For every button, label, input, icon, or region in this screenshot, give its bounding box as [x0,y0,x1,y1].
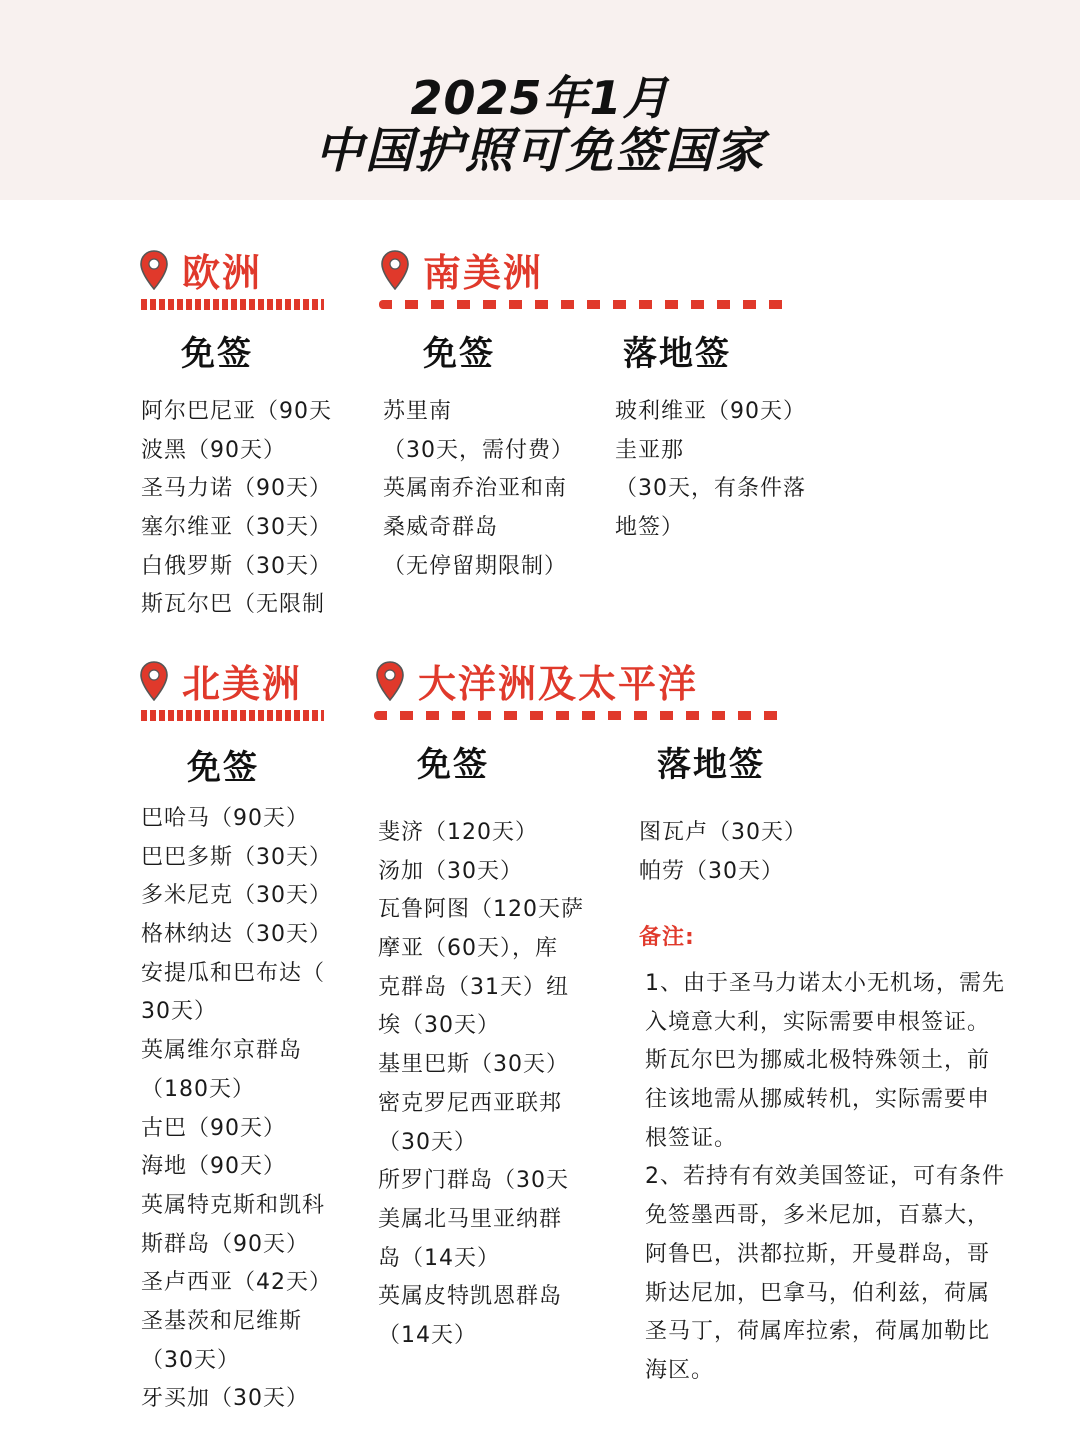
country-item: 英属南乔治亚和南 [383,476,568,502]
europe-divider [141,299,324,310]
south-america-visa-free-list [383,393,608,586]
note-line: 海区。 [645,1357,715,1383]
title-main: 中国护照可免签国家 [314,123,765,179]
country-item: （30天，有条件落 [615,476,806,502]
country-item: 多米尼克（30天） [141,883,332,909]
country-item: （无停留期限制） [383,553,568,579]
country-item: 30天） [141,999,217,1025]
country-item: 帕劳（30天） [639,858,784,884]
country-item: （30天） [141,1347,240,1373]
region-north-america [140,653,302,708]
country-item: 克群岛（31天）纽 [378,974,569,1000]
country-item: 密克罗尼西亚联邦 [378,1090,563,1116]
country-item: 图瓦卢（30天） [639,820,807,845]
country-item: 格林纳达（30天） [141,922,332,948]
country-item: 古巴（90天） [141,1115,286,1141]
south-america-visa-on-arrival-heading: 落地签 [623,334,731,374]
country-item: 玻利维亚（90天） [615,399,806,424]
country-item: 圣基茨和尼维斯 [141,1308,303,1334]
note-line: 阿鲁巴，洪都拉斯，开曼群岛，哥 [645,1241,991,1267]
country-item: 苏里南 [383,399,453,424]
note-line: 圣马丁，荷属库拉索，荷属加勒比 [645,1319,991,1345]
country-item: （30天） [378,1129,477,1155]
country-item: 英属维尔京群岛 [141,1038,303,1064]
country-item: 安提瓜和巴布达（ [141,960,326,986]
country-item: 摩亚（60天），库 [378,936,558,962]
notes-title: 备注: [639,925,695,950]
country-item: 汤加（30天） [378,858,523,884]
note-line: 斯瓦尔巴为挪威北极特殊领土，前 [645,1048,991,1074]
south-america-visa-on-arrival-list [615,393,845,548]
note-line: 1、由于圣马力诺太小无机场，需先 [645,971,1005,996]
note-line: 2、若持有有效美国签证，可有条件 [645,1164,1005,1190]
country-item: 圣卢西亚（42天） [141,1270,332,1296]
north-america-visa-free-heading: 免签 [187,748,259,788]
country-item: 斯瓦尔巴（无限制 [141,592,326,618]
country-item: 所罗门群岛（30天 [378,1168,569,1194]
country-item: 海地（90天） [141,1154,286,1180]
note-line: 入境意大利，实际需要申根签证。 [645,1009,991,1035]
country-item: 英属特克斯和凯科 [141,1192,326,1218]
country-item: 桑威奇群岛 [383,515,499,541]
note-line: 免签墨西哥，多米尼加，百慕大， [645,1203,991,1229]
oceania-visa-free-heading: 免签 [417,745,489,785]
country-item: 巴哈马（90天） [141,806,309,831]
country-item: 塞尔维亚（30天） [141,515,332,541]
country-item: （180天） [141,1076,255,1102]
location-pin-icon [140,661,168,701]
country-item: 岛（14天） [378,1245,500,1271]
north-america-visa-free-list [141,800,366,1419]
country-item: 地签） [615,515,685,541]
country-item: （30天，需付费） [383,437,574,463]
note-line: 根签证。 [645,1125,738,1151]
south-america-visa-free-heading: 免签 [423,334,495,374]
region-oceania-title: 大洋洲及太平洋 [418,662,699,706]
oceania-divider [374,711,788,720]
country-item: 瓦鲁阿图（120天萨 [378,897,584,923]
oceania-visa-on-arrival-heading: 落地签 [657,745,765,785]
country-item: 白俄罗斯（30天） [141,553,332,579]
country-item: 阿尔巴尼亚（90天 [141,399,332,424]
region-europe [140,242,262,297]
region-north-america-title: 北美洲 [182,662,303,706]
location-pin-icon [376,661,404,701]
location-pin-icon [381,250,409,290]
europe-visa-free-list [141,393,371,625]
south-america-divider [379,300,793,309]
country-item: 圣马力诺（90天） [141,476,332,502]
note-line: 往该地需从挪威转机，实际需要申 [645,1087,991,1113]
region-south-america-title: 南美洲 [423,251,544,295]
country-item: 牙买加（30天） [141,1386,309,1412]
country-item: 圭亚那 [615,437,685,463]
country-item: 英属皮特凯恩群岛 [378,1284,563,1310]
title-date: 2025年1月 [410,71,670,125]
country-item: 埃（30天） [378,1013,500,1039]
country-item: （14天） [378,1322,477,1348]
country-item: 斯群岛（90天） [141,1231,309,1257]
country-item: 基里巴斯（30天） [378,1052,569,1078]
europe-visa-free-heading: 免签 [181,334,253,374]
country-item: 美属北马里亚纳群 [378,1206,563,1232]
oceania-visa-free-list [378,814,608,1356]
notes-list [645,965,1065,1391]
oceania-visa-on-arrival-list [639,814,859,891]
location-pin-icon [140,250,168,290]
north-america-divider [141,710,324,721]
country-item: 斐济（120天） [378,820,538,845]
region-oceania [376,653,698,708]
country-item: 波黑（90天） [141,437,286,463]
note-line: 斯达尼加，巴拿马，伯利兹，荷属 [645,1280,991,1306]
region-south-america [381,242,543,297]
country-item: 巴巴多斯（30天） [141,844,332,870]
region-europe-title: 欧洲 [182,251,263,295]
